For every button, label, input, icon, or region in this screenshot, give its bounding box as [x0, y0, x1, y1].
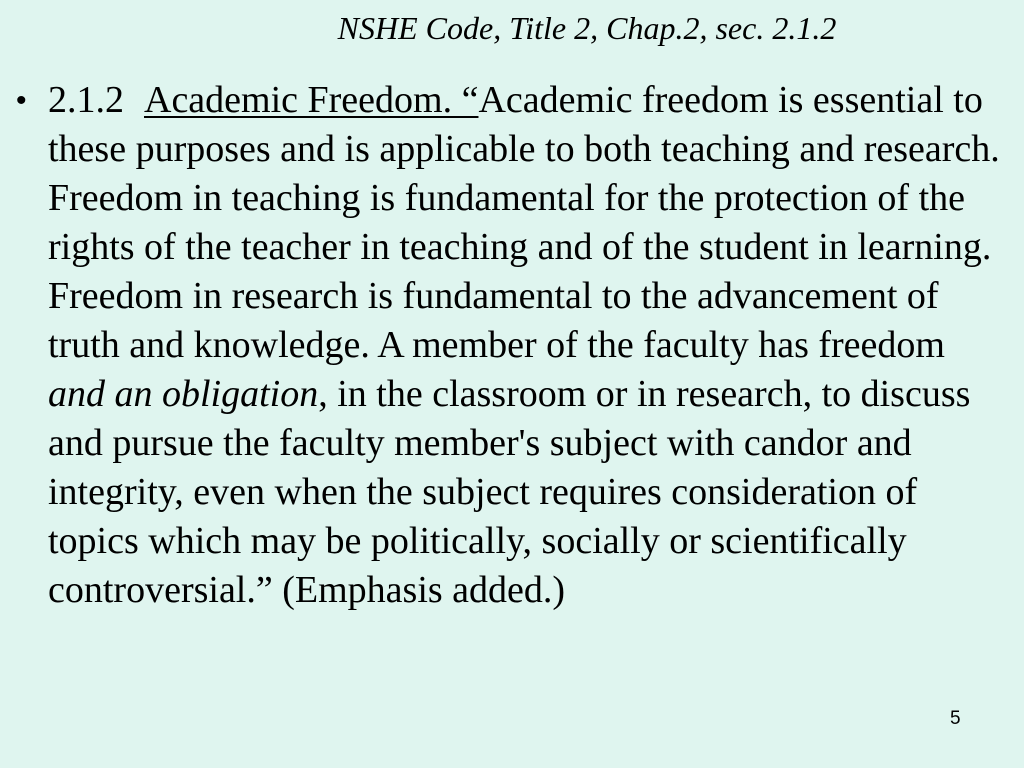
bullet-item [16, 76, 1006, 615]
bullet-icon: • [16, 84, 27, 117]
section-heading: Academic Freedom. “ [144, 79, 479, 121]
emphasis-text: and an obligation [48, 373, 319, 415]
body-text-continued: , in the classroom or in research, to discuss and pursue the faculty member's subject with candor and integrity, even when the subject requires consideration of topics which may be politically, socially or scientifically controversial.” (Emphasis added.) [48, 373, 971, 611]
section-number: 2.1.2 [48, 79, 124, 121]
slide-title: NSHE Code, Title 2, Chap.2, sec. 2.1.2 [337, 10, 837, 46]
quoted-paragraph [48, 76, 1003, 615]
body-text: Academic freedom is essential to these purposes and is applicable to both teaching and research. Freedom in teaching is fundamental for the protection of the rights of the teacher in teaching and of the student in learning. Freedom in research is fundamental to the advancement of truth and knowledge. A member of the faculty has freedom [48, 79, 1000, 366]
page-number: 5 [950, 708, 961, 729]
